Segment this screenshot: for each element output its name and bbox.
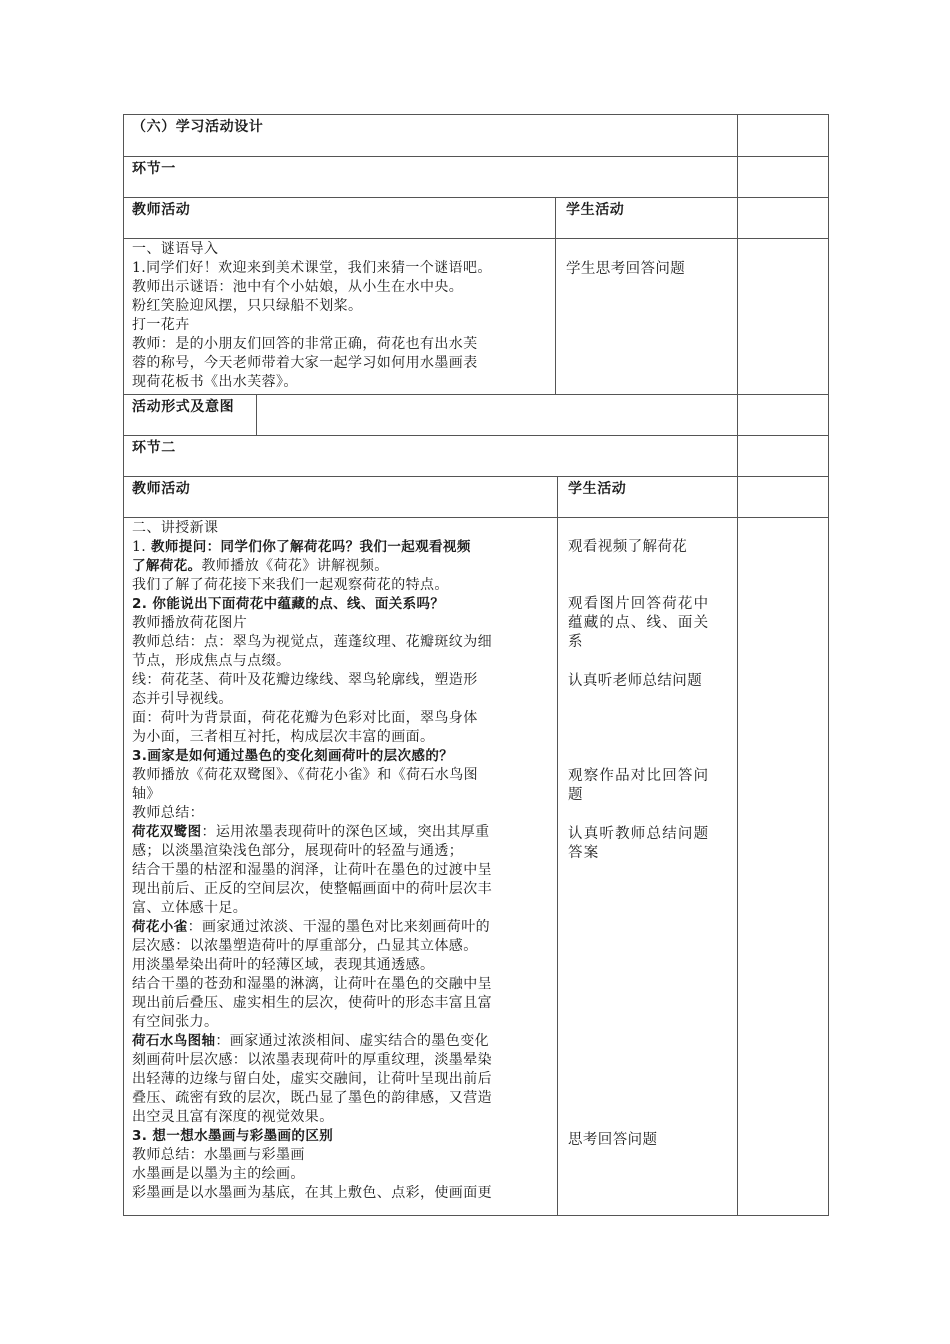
text-line: 观察作品对比回答问 [568, 768, 710, 784]
text-line [132, 804, 492, 823]
stage2-title: 环节二 [132, 440, 176, 456]
text-line: 粉红笑脸迎风摆，只只绿船不划桨。 [132, 298, 363, 314]
text-line [132, 1051, 492, 1070]
text-line [132, 1146, 492, 1165]
text-run: 教师总结：水墨画与彩墨画 [132, 1147, 305, 1163]
text-run: ：画家通过浓淡相间、虚实结合的墨色变化 [215, 1033, 490, 1049]
stage2-teacher-header: 教师活动 [132, 481, 191, 497]
text-run: 有空间张力。 [132, 1014, 219, 1030]
item-number: 1. [132, 539, 152, 555]
text-line: 打一花卉 [132, 317, 190, 333]
text-line [132, 614, 492, 633]
text-line [132, 1165, 492, 1184]
student-item [568, 767, 709, 805]
text-line [132, 994, 492, 1013]
activity-form-label: 活动形式及意图 [132, 399, 235, 415]
stage1-student-activity: 学生思考回答问题 [566, 261, 686, 277]
text-line [132, 690, 492, 709]
text-run: 二、讲授新课 [132, 520, 219, 536]
text-line [132, 899, 492, 918]
text-run: 用淡墨晕染出荷叶的轻薄区域，表现其通透感。 [132, 957, 435, 973]
student-item [568, 538, 687, 557]
activity-design-table [123, 114, 829, 1216]
text-line [132, 595, 492, 614]
text-line [132, 880, 492, 899]
text-line [132, 633, 492, 652]
stage1-teacher-header: 教师活动 [132, 202, 191, 218]
text-run: 感；以淡墨渲染浅色部分，展现荷叶的轻盈与通透； [132, 843, 464, 859]
text-run: 教师总结： [132, 805, 204, 821]
text-line [132, 1127, 492, 1146]
text-line [132, 652, 492, 671]
text-run: 态并引导视线。 [132, 691, 233, 707]
text-run: 面：荷叶为背景面，荷花花瓣为色彩对比面，翠鸟身体 [132, 710, 478, 726]
bold-run: 3.画家是如何通过墨色的变化刻画荷叶的层次感的？ [132, 748, 454, 764]
text-line [132, 671, 492, 690]
text-line: 蓉的称号，今天老师带着大家一起学习如何用水墨画表 [132, 355, 478, 371]
bold-run: 荷花小雀 [132, 919, 188, 935]
text-run: 出轻薄的边缘与留白处，虚实交融间，让荷叶呈现出前后 [132, 1071, 492, 1087]
text-line [132, 1013, 492, 1032]
text-line [132, 861, 492, 880]
stage1-student-header: 学生活动 [566, 202, 625, 218]
text-run: 线：荷花茎、荷叶及花瓣边缘线、翠鸟轮廓线，塑造形 [132, 672, 478, 688]
text-line: 教师：是的小朋友们回答的非常正确，荷花也有出水芙 [132, 336, 478, 352]
text-line [132, 538, 492, 557]
text-line [132, 747, 492, 766]
text-line: 认真听教师总结问题 [568, 826, 710, 842]
text-run: 出空灵且富有深度的视觉效果。 [132, 1109, 334, 1125]
text-line: 认真听老师总结问题 [568, 673, 703, 689]
text-line [132, 785, 492, 804]
bold-run: 了解荷花。 [132, 558, 202, 574]
text-line [132, 956, 492, 975]
text-line: 题 [568, 787, 584, 803]
text-run: 轴》 [132, 786, 161, 802]
text-run: 刻画荷叶层次感：以浓墨表现荷叶的厚重纹理，淡墨晕染 [132, 1052, 492, 1068]
text-run: 结合干墨的枯涩和湿墨的润泽，让荷叶在墨色的过渡中呈 [132, 862, 492, 878]
text-run: 富、立体感十足。 [132, 900, 248, 916]
text-line [132, 1070, 492, 1089]
text-line [132, 576, 492, 595]
text-line [132, 519, 492, 538]
text-line [132, 918, 492, 937]
text-line [132, 975, 492, 994]
text-run: 教师总结：点：翠鸟为视觉点，莲蓬纹理、花瓣斑纹为细 [132, 634, 492, 650]
text-line [132, 1184, 492, 1203]
text-run: ：画家通过浓淡、干湿的墨色对比来刻画荷叶的 [187, 919, 491, 935]
student-item [568, 595, 709, 652]
text-line: 现荷花板书《出水芙蓉》。 [132, 374, 298, 390]
text-line [132, 557, 492, 576]
bold-run: 荷石水鸟图轴 [132, 1033, 216, 1049]
text-run: 现出前后叠压、虚实相生的层次，使荷叶的形态丰富且富 [132, 995, 492, 1011]
text-run: 教师播放《荷花》讲解视频。 [201, 558, 389, 574]
text-line [132, 937, 492, 956]
text-line [132, 1108, 492, 1127]
text-line: 教师出示谜语：池中有个小姑娘，从小生在水中央。 [132, 279, 464, 295]
stage1-teacher-activity [132, 240, 492, 392]
text-line: 1.同学们好！欢迎来到美术课堂，我们来猜一个谜语吧。 [132, 260, 492, 276]
text-line [132, 766, 492, 785]
text-line: 观看图片回答荷花中 [568, 596, 710, 612]
bold-run: 荷花双鹭图 [132, 824, 202, 840]
student-item [568, 825, 709, 863]
student-item [568, 672, 702, 691]
text-line [132, 709, 492, 728]
text-line [132, 823, 492, 842]
text-line: 答案 [568, 845, 600, 861]
bold-run: 教师提问：同学们你了解荷花吗？我们一起观看视频 [151, 539, 471, 555]
text-line: 观看视频了解荷花 [568, 539, 688, 555]
text-run: 教师播放《荷花双鹭图》、《荷花小雀》和《荷石水鸟图 [132, 767, 478, 783]
text-line: 系 [568, 634, 584, 650]
text-line: 一、谜语导入 [132, 241, 219, 257]
stage1-title: 环节一 [132, 161, 176, 177]
text-run: 我们了解了荷花接下来我们一起观察荷花的特点。 [132, 577, 449, 593]
text-run: 叠压、疏密有致的层次，既凸显了墨色的韵律感，又营造 [132, 1090, 492, 1106]
text-run: ：运用浓墨表现荷叶的深色区域，突出其厚重 [201, 824, 490, 840]
text-run: 教师播放荷花图片 [132, 615, 248, 631]
text-line: 蕴藏的点、线、面关 [568, 615, 710, 631]
text-run: 层次感：以浓墨塑造荷叶的厚重部分，凸显其立体感。 [132, 938, 478, 954]
student-item [568, 1131, 657, 1150]
bold-run: 2. 你能说出下面荷花中蕴藏的点、线、面关系吗？ [132, 596, 445, 612]
stage2-student-header: 学生活动 [568, 481, 627, 497]
stage2-teacher-activity [132, 519, 492, 1203]
text-run: 为小面，三者相互衬托，构成层次丰富的画面。 [132, 729, 435, 745]
text-line [132, 728, 492, 747]
text-run: 节点，形成焦点与点缀。 [132, 653, 291, 669]
section-title: （六）学习活动设计 [132, 119, 264, 135]
text-line [132, 1089, 492, 1108]
text-run: 结合干墨的苍劲和湿墨的淋漓，让荷叶在墨色的交融中呈 [132, 976, 492, 992]
text-run: 水墨画是以墨为主的绘画。 [132, 1166, 305, 1182]
text-run: 现出前后、正反的空间层次，使整幅画面中的荷叶层次丰 [132, 881, 492, 897]
bold-run: 3. 想一想水墨画与彩墨画的区别 [132, 1128, 334, 1144]
text-line: 思考回答问题 [568, 1132, 658, 1148]
text-line [132, 842, 492, 861]
text-line [132, 1032, 492, 1051]
text-run: 彩墨画是以水墨画为基底，在其上敷色、点彩，使画面更 [132, 1185, 492, 1201]
